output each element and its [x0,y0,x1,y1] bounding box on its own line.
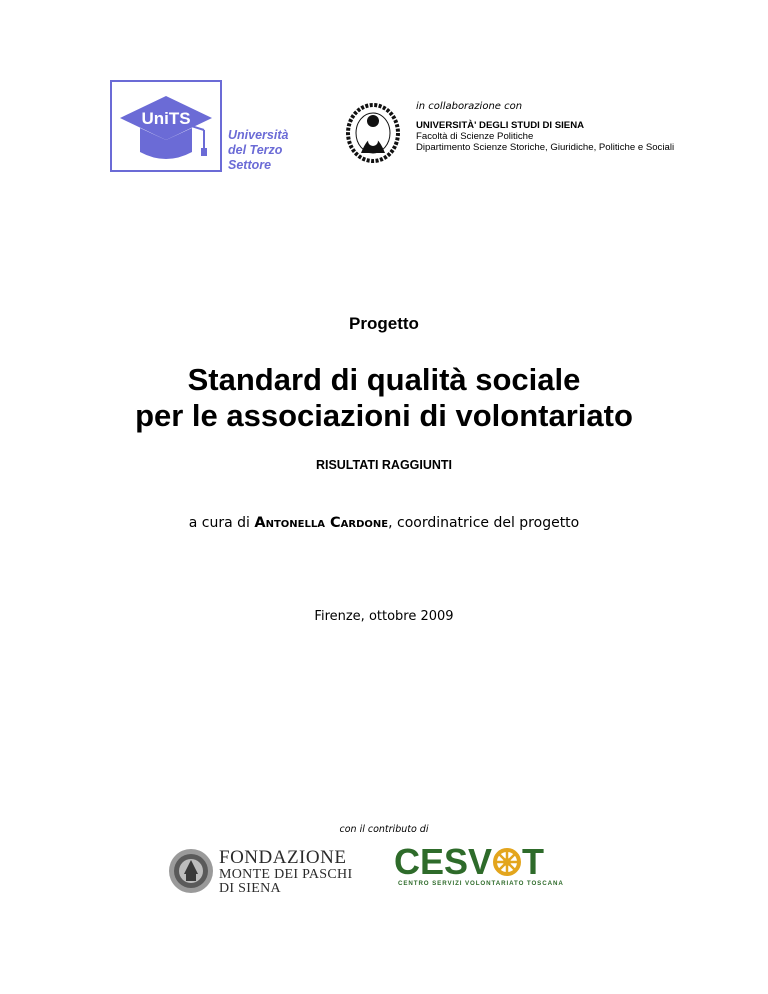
contribution-label: con il contributo di [339,824,429,835]
cesvot-subtitle: CENTRO SERVIZI VOLONTARIATO TOSCANA [398,880,564,887]
document-subtitle: RISULTATI RAGGIUNTI [315,458,453,472]
university-seal-icon [346,103,400,163]
cesvot-text-pre: CESV [394,841,493,882]
fondazione-line-1: FONDAZIONE [219,847,347,868]
units-line-2: del Terzo [228,143,283,157]
cesvot-text-post: T [522,841,545,882]
collaboration-label: in collaborazione con [416,101,523,112]
curator-suffix: , coordinatrice del progetto [388,515,580,531]
curator-name: Antonella Cardone [254,515,389,531]
department-name: Dipartimento Scienze Storiche, Giuridiche, Politiche e Sociali [416,142,675,153]
units-line-1: Università [228,128,289,142]
title-line-1: Standard di qualità sociale [187,362,581,397]
cesvot-logo [394,842,544,882]
faculty-name: Facoltà di Scienze Politiche [416,131,534,142]
university-name: UNIVERSITÀ' DEGLI STUDI DI SIENA [416,120,585,131]
document-title [0,362,768,434]
fondazione-line-3: DI SIENA [219,881,281,896]
wheel-icon [493,848,521,876]
date-place: Firenze, ottobre 2009 [314,609,454,624]
units-logo-text [228,128,318,173]
title-line-2: per le associazioni di volontariato [135,398,633,433]
fondazione-line-2: MONTE DEI PASCHI [219,867,353,882]
units-badge-text: UniTS [141,109,191,128]
university-block [416,120,674,153]
units-line-3: Settore [228,158,272,172]
curator-line [0,515,768,531]
fondazione-logo-text [219,848,352,896]
curator-prefix: a cura di [188,515,250,531]
graduation-cap-icon [112,82,220,170]
fondazione-seal-icon [168,848,214,894]
project-label: Progetto [349,314,419,333]
